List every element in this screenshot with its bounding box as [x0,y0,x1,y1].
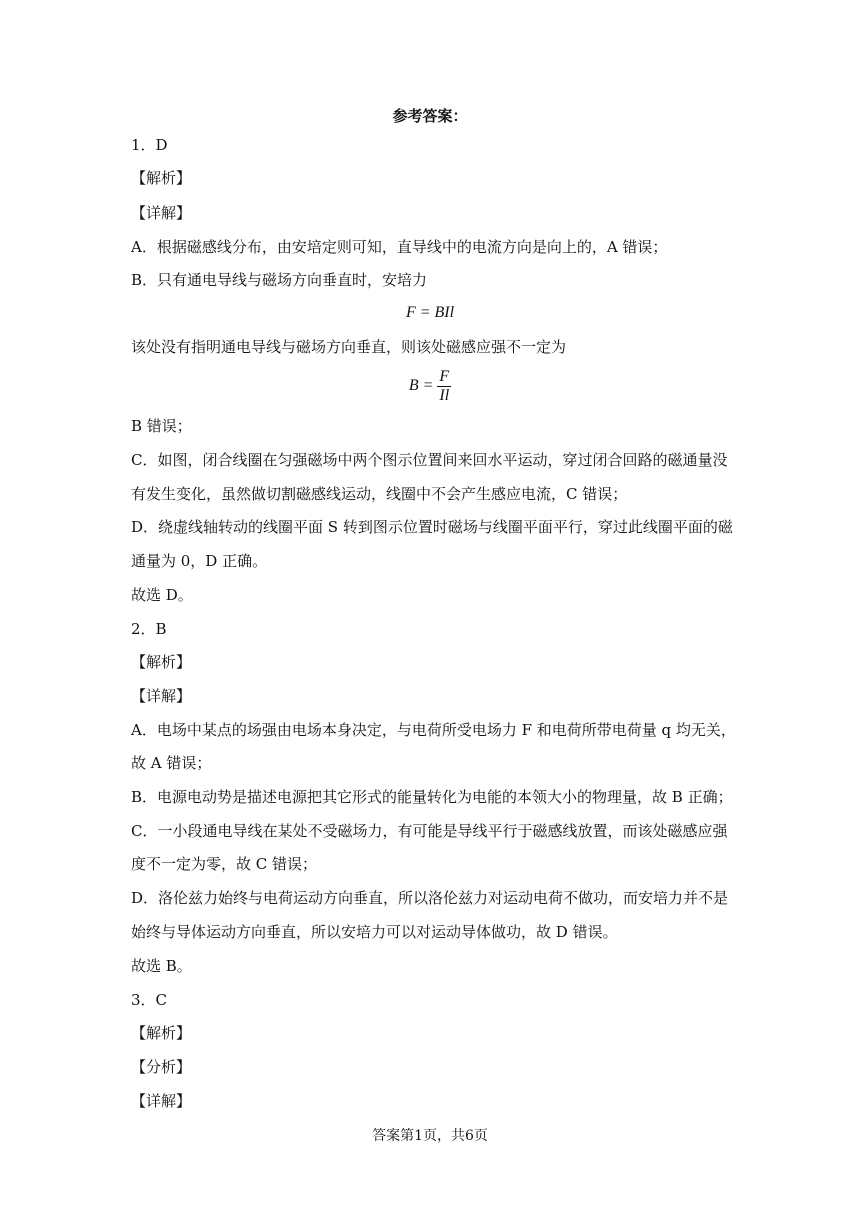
q2-conclusion: 故选 B。 [131,957,192,975]
q2-option-b: B．电源电动势是描述电源把其它形式的能量转化为电能的本领大小的物理量，故 B 正确； [131,788,733,806]
q2-option-d-line1: D．洛伦兹力始终与电荷运动方向垂直，所以洛伦兹力对运动电荷不做功，而安培力并不是 [131,889,729,907]
q3-answer: 3．C [131,991,168,1009]
q3-analysis-tag: 【解析】 [131,1024,192,1042]
q1-option-b-line2: 该处没有指明通电导线与磁场方向垂直，则该处磁感应强不一定为 [131,338,567,356]
q2-option-a-line2: 故 A 错误； [131,754,212,772]
formula-2-numerator: F [439,367,450,385]
q3-analysis2-tag: 【分析】 [131,1058,192,1076]
q1-option-d-line1: D．绕虚线轴转动的线圈平面 S 转到图示位置时磁场与线圈平面平行，穿过此线圈平面的磁 [131,518,733,536]
q1-option-c-line2: 有发生变化，虽然做切割磁感线运动，线圈中不会产生感应电流，C 错误； [131,485,628,503]
formula-2-lhs: B = [408,377,434,394]
q2-option-c-line1: C．一小段通电导线在某处不受磁场力，有可能是导线平行于磁感线放置，而该处磁感应强 [131,822,728,840]
q1-conclusion: 故选 D。 [131,586,193,604]
heading: 参考答案： [392,107,468,125]
q2-analysis-tag: 【解析】 [131,653,192,671]
q1-answer: 1．D [131,136,168,154]
q1-formula-1: F = BIl [405,304,455,321]
q2-detail-tag: 【详解】 [131,687,192,705]
q1-option-b-line3: B 错误； [131,417,192,435]
q2-option-d-line2: 始终与导体运动方向垂直，所以安培力可以对运动导体做功，故 D 错误。 [131,923,618,941]
q1-option-d-line2: 通量为 0，D 正确。 [131,552,268,570]
q2-option-a-line1: A．电场中某点的场强由电场本身决定，与电荷所受电场力 F 和电荷所带电荷量 q 均无关， [131,721,736,739]
q1-detail-tag: 【详解】 [131,204,192,222]
formula-2-fraction [437,368,451,405]
formula-2-denominator: Il [439,386,450,404]
q1-option-a: A．根据磁感线分布，由安培定则可知，直导线中的电流方向是向上的，A 错误； [131,238,668,256]
q2-option-c-line2: 度不一定为零，故 C 错误； [131,855,318,873]
q2-answer: 2．B [131,620,167,638]
q1-option-c-line1: C．如图，闭合线圈在匀强磁场中两个图示位置间来回水平运动，穿过闭合回路的磁通量没 [131,451,728,469]
q1-option-b-line1: B．只有通电导线与磁场方向垂直时，安培力 [131,271,428,289]
q3-detail-tag: 【详解】 [131,1092,192,1110]
q1-formula-2 [0,367,860,405]
page-footer: 答案第1页，共6页 [372,1128,488,1144]
q1-analysis-tag: 【解析】 [131,169,192,187]
